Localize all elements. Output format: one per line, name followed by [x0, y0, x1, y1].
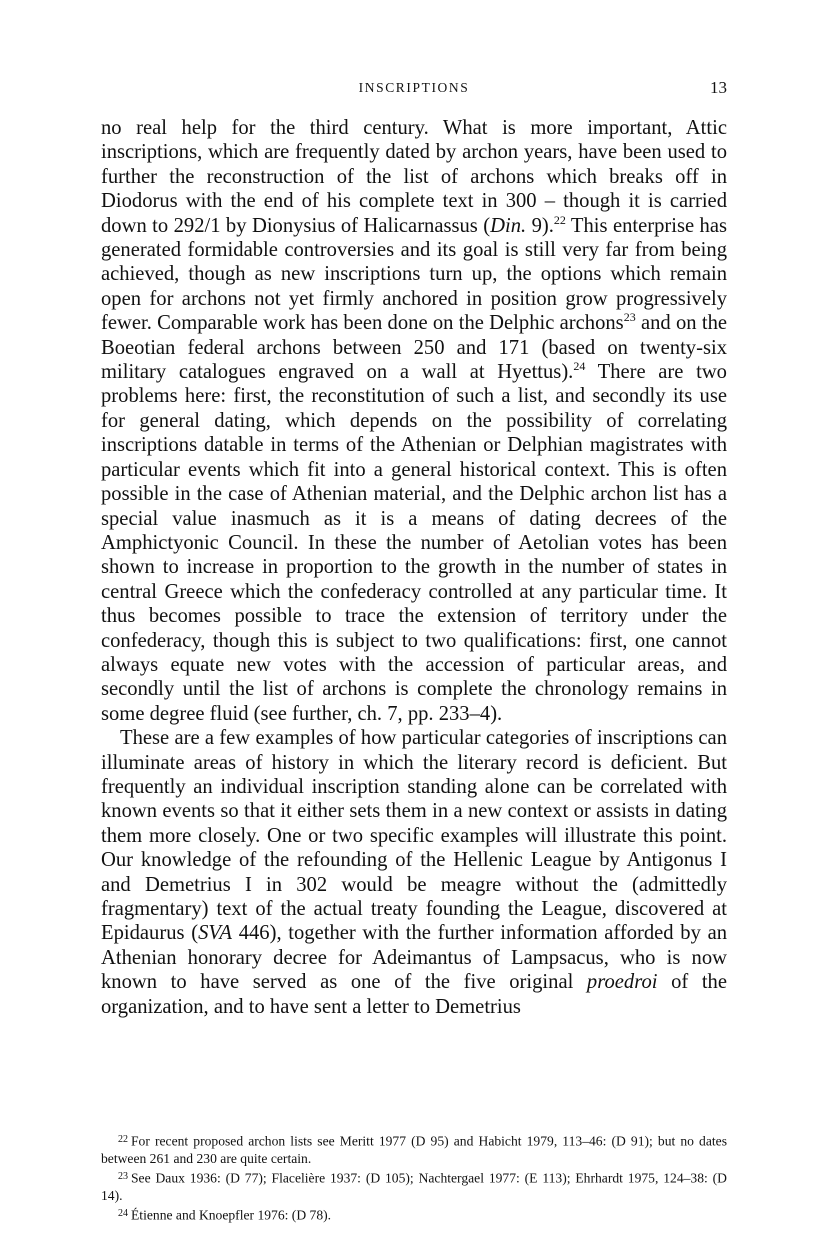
footnote-text: For recent proposed archon lists see Meritt 1977 (D 95) and Habicht 1979, 113–46: (D 91); but no dates between 261 and 230 are quite certain. — [101, 1133, 727, 1167]
running-head — [101, 78, 727, 100]
footnotes — [101, 1131, 727, 1224]
footnote-24 — [101, 1205, 727, 1224]
text-run: no real help for the third century. What is more important, Attic inscriptions, which are frequently dated by archon years, have been used to further the reconstruction of the list of archons which breaks off in Diodorus with the end of his complete text in 300 – though it is carried down to 292/1 by Dionysius of Halicarnassus ( — [101, 117, 727, 237]
text-run: These are a few examples of how particular categories of inscriptions can illuminate areas of history in which the literary record is deficient. But frequently an individual inscription standing alone can be correlated with known events so that it either sets them in a new context or assists in dating them more closely. One or two specific examples will illustrate this point. Our knowledge of the refounding of the Hellenic League by Antigonus I and Demetrius I in 302 would be meagre without the (admittedly fragmentary) text of the actual treaty founding the League, discovered at Epidaurus ( — [101, 727, 727, 945]
footnote-ref-23[interactable]: 23 — [623, 310, 636, 325]
footnote-number: 23 — [118, 1171, 128, 1183]
text-run: and on the Boeotian federal archons between 250 and 171 (based on twenty-six military catalogues engraved on a wall at Hyettus). — [101, 312, 728, 384]
footnote-text: Étienne and Knoepfler 1976: (D 78). — [131, 1207, 332, 1223]
text-run: There are two problems here: first, the reconstitution of such a list, and secondly its use for general dating, which depends on the possibility of correlating inscriptions datable in terms of the Athenian or Delphian magistrates with particular events which fit into a general historical context. This is often possible in the case of Athenian material, and the Delphic archon list has a special value inasmuch as it is a means of dating decrees of the Amphictyonic Council. In these the number of Aetolian votes has been shown to increase in proportion to the growth in the number of states in central Greece which the confederacy controlled at any particular time. It thus becomes possible to trace the extension of territory under the confederacy, though this is subject to two qualifications: first, one cannot always equate new votes with the accession of particular areas, and secondly until the list of archons is complete the chronology remains in some degree fluid (see further, ch. 7, pp. 233–4). — [101, 361, 727, 725]
text-run: This enterprise has generated formidable controversies and its goal is still very far from being achieved, though as new inscriptions turn up, the options which remain open for archons not yet firmly anchored in position grow progressively fewer. Comparable work has been done on the Delphic archons — [101, 214, 727, 335]
footnote-22 — [101, 1131, 727, 1168]
footnote-23 — [101, 1168, 727, 1205]
running-title: INSCRIPTIONS — [358, 80, 470, 95]
paragraph-1 — [101, 116, 727, 726]
paragraph-2 — [101, 726, 727, 1019]
body-text — [101, 116, 727, 1019]
italic-citation: SVA — [198, 922, 232, 945]
footnote-ref-24[interactable]: 24 — [573, 359, 586, 374]
italic-citation: Din. — [490, 214, 527, 237]
footnote-number: 22 — [118, 1134, 128, 1145]
footnote-text: See Daux 1936: (D 77); Flacelière 1937: (D 105); Nachtergael 1977: (E 113); Ehrhardt 1975, 124–38: (D 14). — [101, 1170, 727, 1204]
footnote-number: 24 — [118, 1208, 128, 1220]
page-number: 13 — [710, 78, 727, 97]
text-run: of the organization, and to have sent a letter to Demetrius — [101, 971, 727, 1018]
text-run: 9). — [526, 214, 554, 237]
footnote-ref-22[interactable]: 22 — [553, 212, 566, 227]
italic-term: proedroi — [586, 971, 658, 994]
text-run: 446), together with the further information afforded by an Athenian honorary decree for Adeimantus of Lampsacus, who is now known to have served as one of the five original — [101, 922, 728, 994]
